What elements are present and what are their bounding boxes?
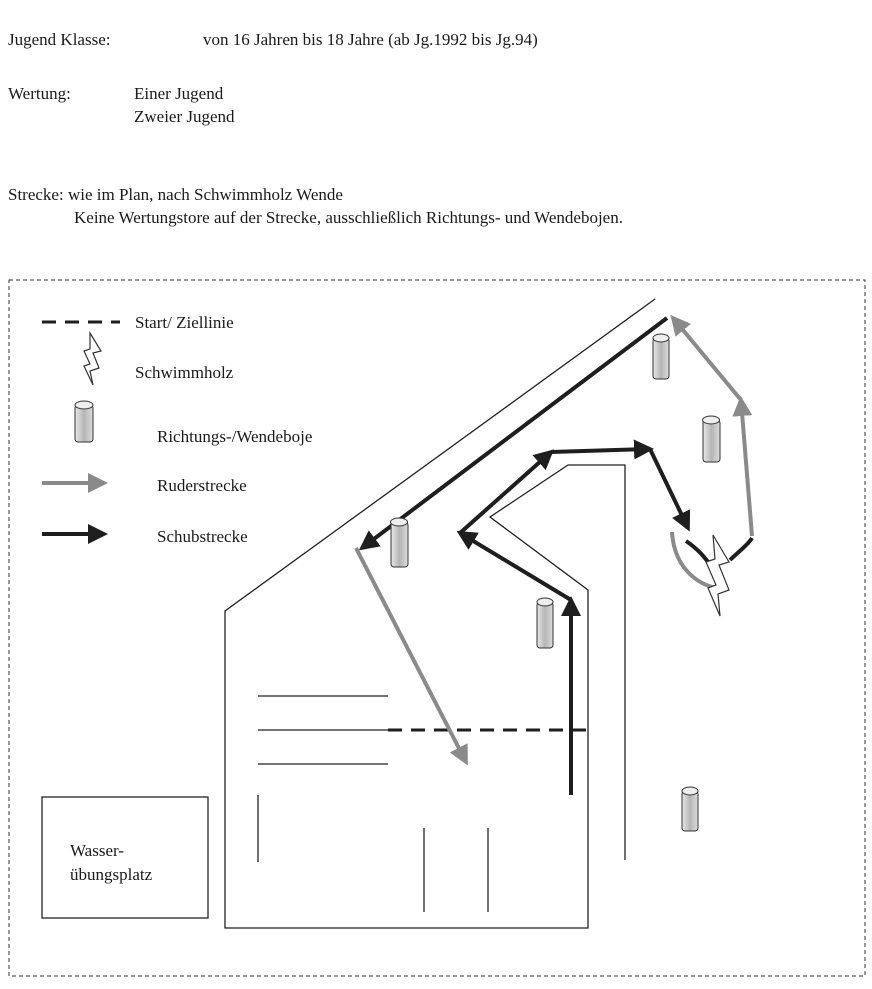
buoy-icon xyxy=(653,334,669,379)
legend-buoy: Richtungs-/Wendeboje xyxy=(157,427,313,446)
class-value: von 16 Jahren bis 18 Jahre (ab Jg.1992 bis Jg.94) xyxy=(203,30,538,49)
rating-label: Wertung: xyxy=(8,84,71,103)
rating-item-zweier: Zweier Jugend xyxy=(134,107,235,126)
row-route-segment xyxy=(741,400,752,536)
push-route-segment xyxy=(730,538,752,560)
class-label: Jugend Klasse: xyxy=(8,30,111,49)
legend-push-route: Schubstrecke xyxy=(157,527,248,546)
rating-item-einer: Einer Jugend xyxy=(134,84,224,103)
practice-area xyxy=(42,797,208,918)
buoy-icon xyxy=(682,787,698,831)
row-route-segment xyxy=(672,532,716,588)
shoreline xyxy=(225,299,655,928)
legend-row-route: Ruderstrecke xyxy=(157,476,247,495)
push-route-segment xyxy=(362,318,667,548)
route-description: Strecke: wie im Plan, nach Schwimmholz Wende xyxy=(8,185,343,204)
buoy-icon xyxy=(703,416,721,462)
practice-area-line1: Wasser- xyxy=(70,841,124,860)
buoy-icon xyxy=(75,401,93,442)
route-note: Keine Wertungstore auf der Strecke, ausschließlich Richtungs- und Wendebojen. xyxy=(74,208,623,227)
push-route-segment xyxy=(551,449,650,452)
driftwood-icon xyxy=(84,333,101,385)
buoy-icon xyxy=(537,598,553,648)
driftwood-icon xyxy=(706,535,729,616)
practice-area-line2: übungsplatz xyxy=(70,865,153,884)
push-route-segment xyxy=(650,449,688,528)
push-route-segment xyxy=(460,533,571,600)
legend-start-finish: Start/ Ziellinie xyxy=(135,313,234,332)
row-route-segment xyxy=(673,318,741,400)
legend-driftwood: Schwimmholz xyxy=(135,363,234,382)
buoy-icon xyxy=(391,518,409,567)
